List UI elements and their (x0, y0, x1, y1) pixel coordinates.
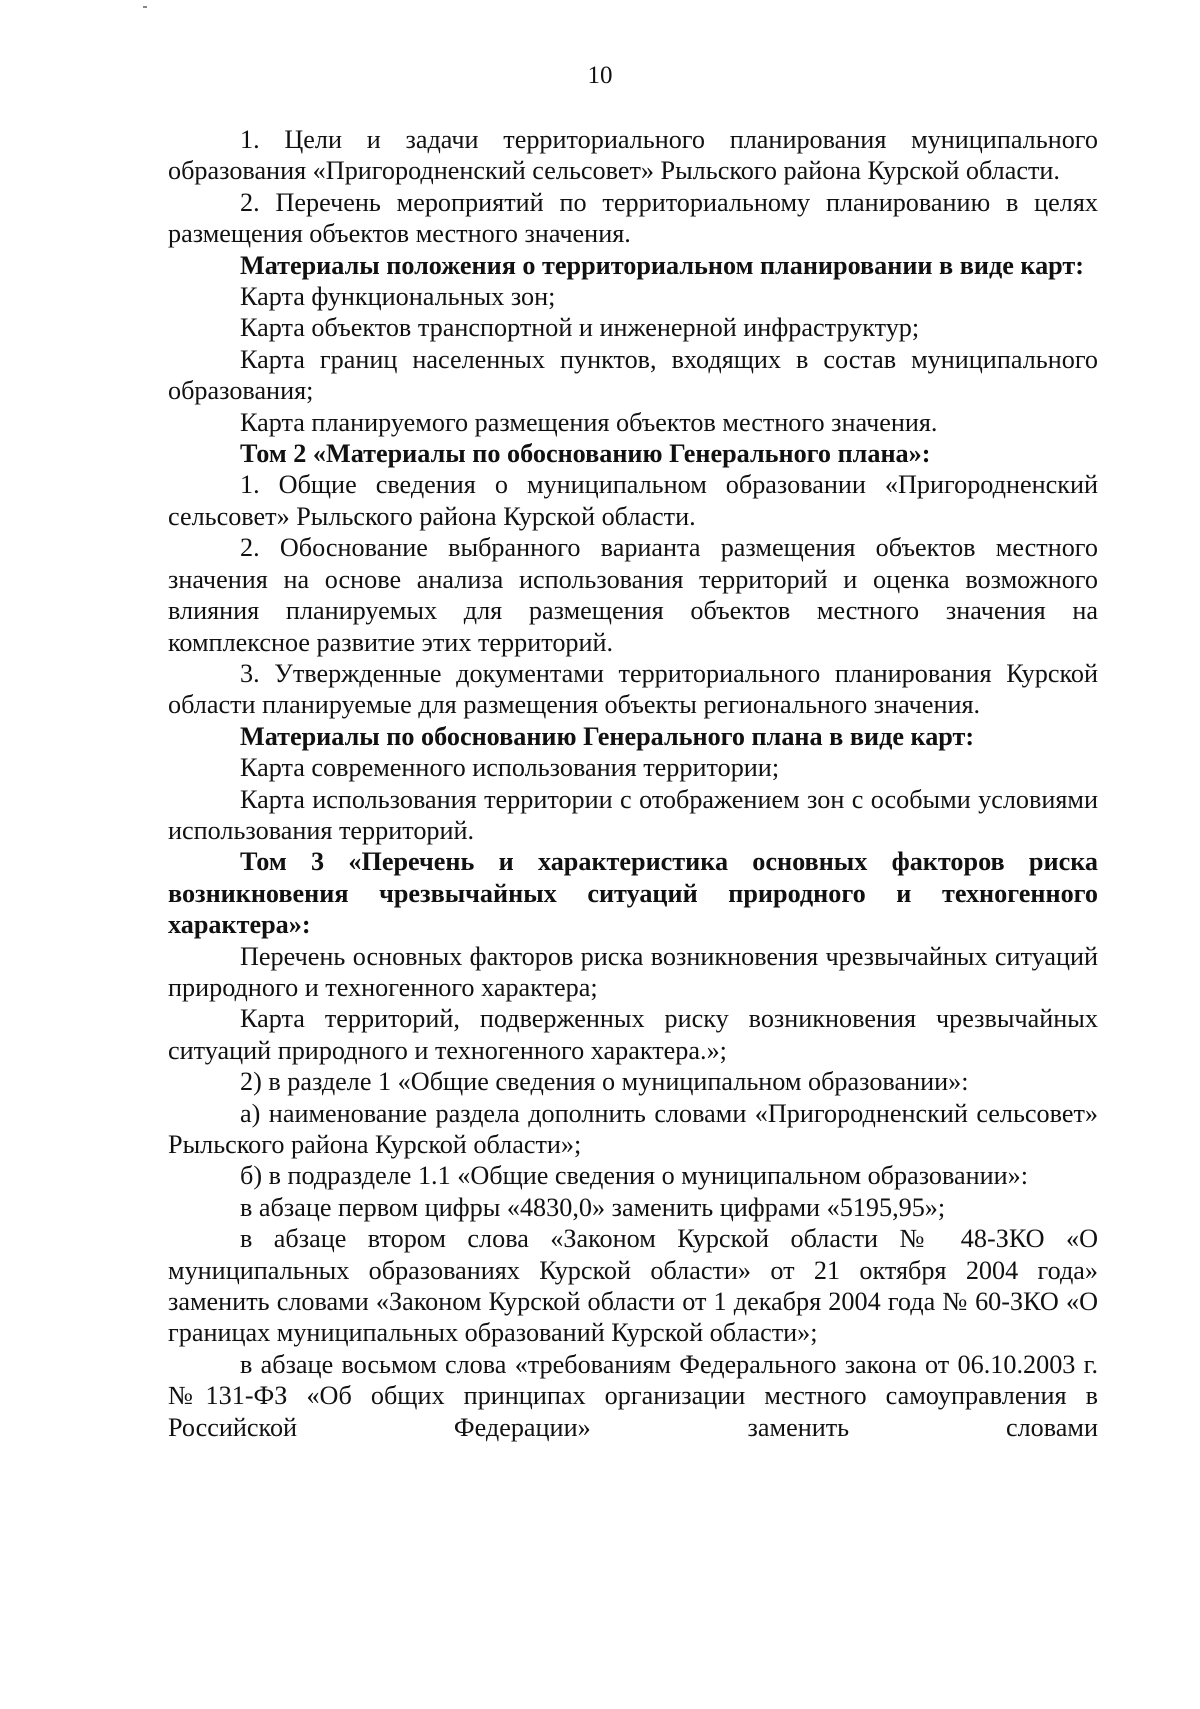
paragraph: Карта территорий, подверженных риску возникновения чрезвычайных ситуаций природного и техногенного характера.»; (168, 1004, 1098, 1065)
paragraph: 1. Общие сведения о муниципальном образовании «Пригородненский сельсовет» Рыльского района Курской области. (168, 470, 1098, 531)
page-number: 10 (587, 62, 613, 89)
paragraph: в абзаце первом цифры «4830,0» заменить цифрами «5195,95»; (240, 1192, 946, 1222)
paragraph: Карта функциональных зон; (240, 282, 556, 312)
section-heading: Материалы положения о территориальном планировании в виде карт: (240, 250, 1084, 280)
paragraph: Карта планируемого размещения объектов местного значения. (240, 407, 938, 437)
paragraph: Карта использования территории с отображением зон с особыми условиями использования территорий. (168, 784, 1098, 845)
paragraph: 2) в разделе 1 «Общие сведения о муниципальном образовании»: (240, 1067, 969, 1097)
section-heading: Том 3 «Перечень и характеристика основных факторов риска возникновения чрезвычайных ситуаций природного и техногенного характера»: (168, 847, 1098, 940)
paragraph: Карта современного использования территории; (240, 753, 780, 783)
paragraph: Карта объектов транспортной и инженерной инфраструктур; (240, 313, 920, 343)
section-heading: Том 2 «Материалы по обоснованию Генерального плана»: (240, 439, 931, 469)
paragraph: 3. Утвержденные документами территориального планирования Курской области планируемые для размещения объекты регионального значения. (168, 658, 1098, 720)
document-body (168, 124, 1098, 1443)
paragraph: в абзаце втором слова «Законом Курской области № 48-ЗКО «О муниципальных образованиях Курской области» от 21 октября 2004 года» заменить словами «Законом Курской области от 1 декабря 2004 года № 60-ЗКО «О границах муниципальных образований Курской области»; (168, 1224, 1098, 1348)
section-heading: Материалы по обоснованию Генерального плана в виде карт: (240, 721, 975, 751)
paragraph: 2. Перечень мероприятий по территориальному планированию в целях размещения объектов местного значения. (168, 187, 1098, 249)
paragraph: б) в подразделе 1.1 «Общие сведения о муниципальном образовании»: (240, 1161, 1029, 1191)
paragraph: 1. Цели и задачи территориального планирования муниципального образования «Пригородненский сельсовет» Рыльского района Курской области. (168, 125, 1098, 186)
paragraph: Перечень основных факторов риска возникновения чрезвычайных ситуаций природного и техногенного характера; (168, 941, 1098, 1002)
paragraph: а) наименование раздела дополнить словами «Пригородненский сельсовет» Рыльского района Курской области»; (168, 1098, 1098, 1159)
scan-artifact (143, 6, 147, 8)
paragraph: 2. Обоснование выбранного варианта размещения объектов местного значения на основе анализа использования территорий и оценка возможного влияния планируемых для размещения объектов местного значения на комплексное развитие этих территорий. (168, 533, 1098, 657)
paragraph: в абзаце восьмом слова «требованиям Федерального закона от 06.10.2003 г. №131-ФЗ «Об общих принципах организации местного самоуправления в Российской Федерации» заменить словами (168, 1349, 1098, 1442)
paragraph: Карта границ населенных пунктов, входящих в состав муниципального образования; (168, 344, 1098, 406)
